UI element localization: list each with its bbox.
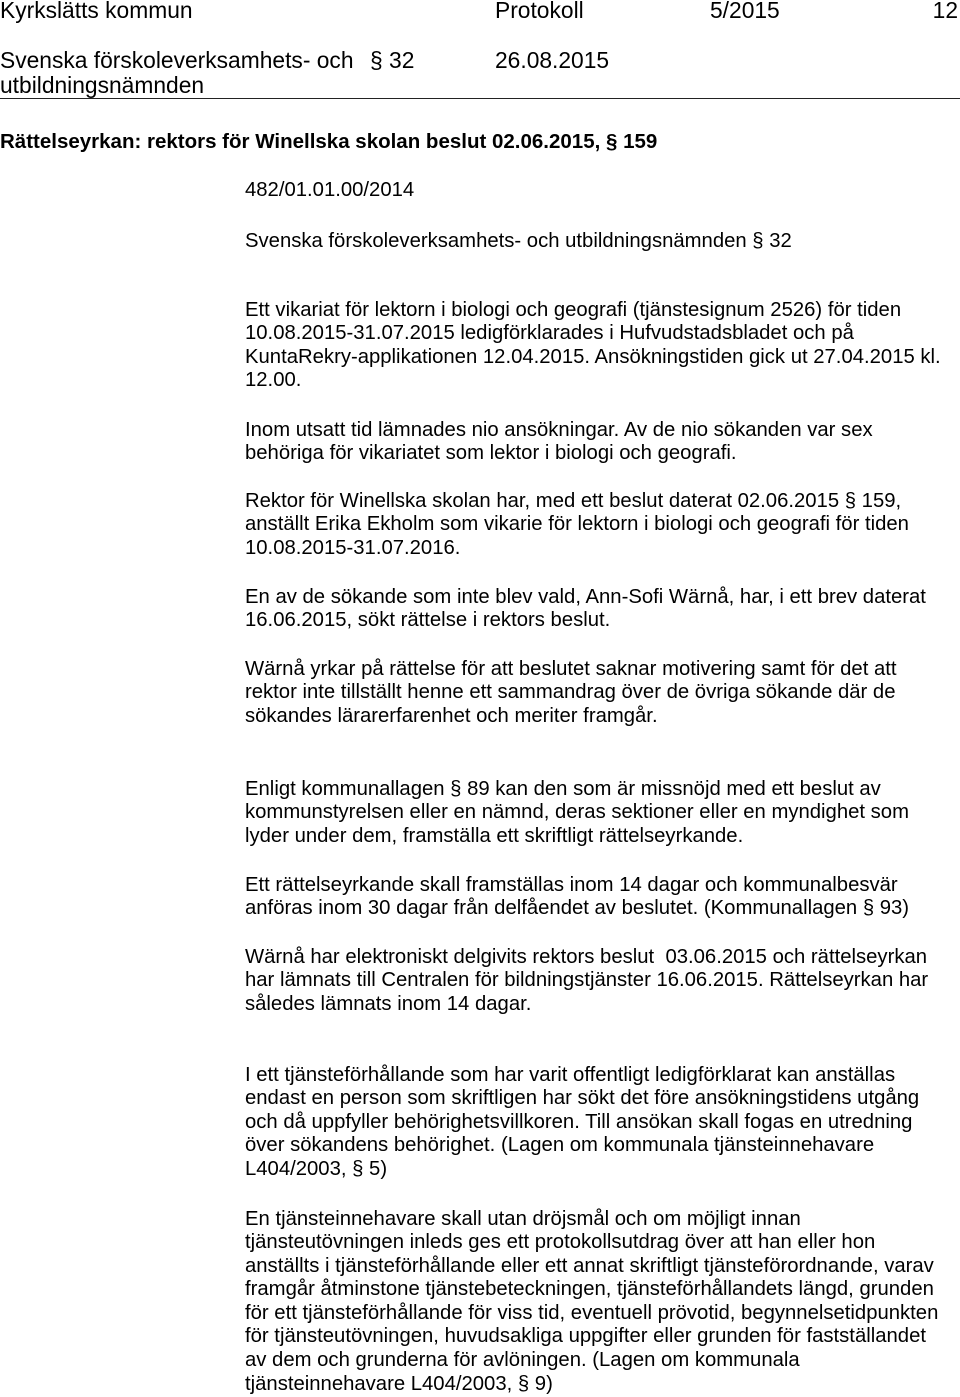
paragraph-previous-decision (245, 230, 792, 254)
text-line: 10.08.2015-31.07.2015 ledigförklarades i Hufvudstadsbladet och på (245, 322, 854, 345)
text-line: och då uppfyller behörighetsvillkoren. Till ansökan skall fogas en utredning (245, 1110, 913, 1133)
text-line: tjänsteinnehavare L404/2003, § 9) (245, 1372, 553, 1395)
section-number: § 32 (370, 47, 415, 73)
document-title: Rättelseyrkan: rektors för Winellska skolan beslut 02.06.2015, § 159 (0, 130, 658, 154)
paragraph-rectification-request (245, 586, 926, 633)
paragraph-notification-timeline (245, 946, 928, 1017)
text-line: anställts i tjänsteförhållande eller ett annat skriftligt tjänsteförordnande, varav (245, 1254, 934, 1277)
text-line: anföras inom 30 dagar från delfåendet av beslutet. (Kommunallagen § 93) (245, 897, 910, 920)
text-line: Rektor för Winellska skolan har, med ett beslut daterat 02.06.2015 § 159, (245, 489, 902, 512)
text-line: 10.08.2015-31.07.2016. (245, 536, 461, 559)
committee-name-line2: utbildningsnämnden (0, 72, 205, 98)
text-line: tjänsteutövningen inleds ges ett protokollsutdrag över att han eller hon (245, 1231, 876, 1254)
text-line: Svenska förskoleverksamhets- och utbildningsnämnden § 32 (245, 229, 792, 252)
text-line: 16.06.2015, sökt rättelse i rektors beslut. (245, 609, 611, 632)
meeting-date: 26.08.2015 (495, 47, 610, 73)
paragraph-applications (245, 419, 873, 466)
protocol-number: 5/2015 (710, 0, 780, 23)
text-line: framgår åtminstone tjänstebeteckningen, tjänsteförhållandets längd, grunden (245, 1278, 934, 1301)
text-line: KuntaRekry-applikationen 12.04.2015. Ansökningstiden gick ut 27.04.2015 kl. (245, 345, 941, 368)
page-number: 12 (932, 0, 958, 23)
text-line: Ett rättelseyrkande skall framställas inom 14 dagar och kommunalbesvär (245, 873, 898, 896)
document-type: Protokoll (495, 0, 584, 23)
text-line: har lämnats till Centralen för bildningstjänster 16.06.2015. Rättelseyrkan har (245, 969, 929, 992)
text-line: Ett vikariat för lektorn i biologi och geografi (tjänstesignum 2526) för tiden (245, 298, 902, 321)
text-line: för tjänsteutövningen, huvudsakliga uppgifter eller grunden för fastställandet (245, 1325, 926, 1348)
text-line: Enligt kommunallagen § 89 kan den som är missnöjd med ett beslut av (245, 777, 881, 800)
text-line: kommunstyrelsen eller en nämnd, deras sektioner eller en myndighet som (245, 801, 909, 824)
text-line: 482/01.01.00/2014 (245, 178, 415, 201)
text-line: En tjänsteinnehavare skall utan dröjsmål och om möjligt innan (245, 1207, 801, 1230)
text-line: av dem och grunderna för avlöningen. (Lagen om kommunala (245, 1349, 800, 1372)
text-line: Wärnå har elektroniskt delgivits rektors beslut 03.06.2015 och rättelseyrkan (245, 945, 928, 968)
paragraph-rector-decision (245, 490, 909, 561)
paragraph-claim-grounds (245, 658, 897, 729)
paragraph-civil-servants-act-9 (245, 1208, 938, 1397)
header-divider (0, 98, 960, 99)
paragraph-deadline-rule (245, 874, 909, 921)
text-line: I ett tjänsteförhållande som har varit offentligt ledigförklarat kan anställas (245, 1063, 896, 1086)
committee-name-line1: Svenska förskoleverksamhets- och (0, 47, 354, 73)
paragraph-civil-servants-act-5 (245, 1064, 919, 1182)
text-line: lyder under dem, framställa ett skriftligt rättelseyrkande. (245, 824, 744, 847)
text-line: Inom utsatt tid lämnades nio ansökningar. Av de nio sökanden var sex (245, 418, 873, 441)
text-line: således lämnats inom 14 dagar. (245, 992, 532, 1015)
paragraph-vacancy-announcement (245, 299, 941, 393)
text-line: 12.00. (245, 369, 302, 392)
text-line: sökandes lärarerfarenhet och meriter framgår. (245, 704, 658, 727)
text-line: En av de sökande som inte blev vald, Ann-Sofi Wärnå, har, i ett brev daterat (245, 585, 926, 608)
text-line: behöriga för vikariatet som lektor i biologi och geografi. (245, 442, 737, 465)
text-line: för ett tjänsteförhållande för viss tid, eventuell prövotid, begynnelsetidpunkten (245, 1301, 939, 1324)
text-line: Wärnå yrkar på rättelse för att beslutet saknar motivering samt för det att (245, 657, 897, 680)
text-line: L404/2003, § 5) (245, 1157, 388, 1180)
text-line: rektor inte tillställt henne ett sammandrag över de övriga sökande där de (245, 681, 896, 704)
municipality-name: Kyrkslätts kommun (0, 0, 193, 23)
text-line: anställt Erika Ekholm som vikarie för lektorn i biologi och geografi för tiden (245, 513, 909, 536)
paragraph-diary-number (245, 179, 414, 203)
paragraph-municipal-act-89 (245, 778, 909, 849)
text-line: endast en person som skriftligen har sökt det före ansökningstidens utgång (245, 1087, 920, 1110)
text-line: över sökandens behörighet. (Lagen om kommunala tjänsteinnehavare (245, 1134, 875, 1157)
